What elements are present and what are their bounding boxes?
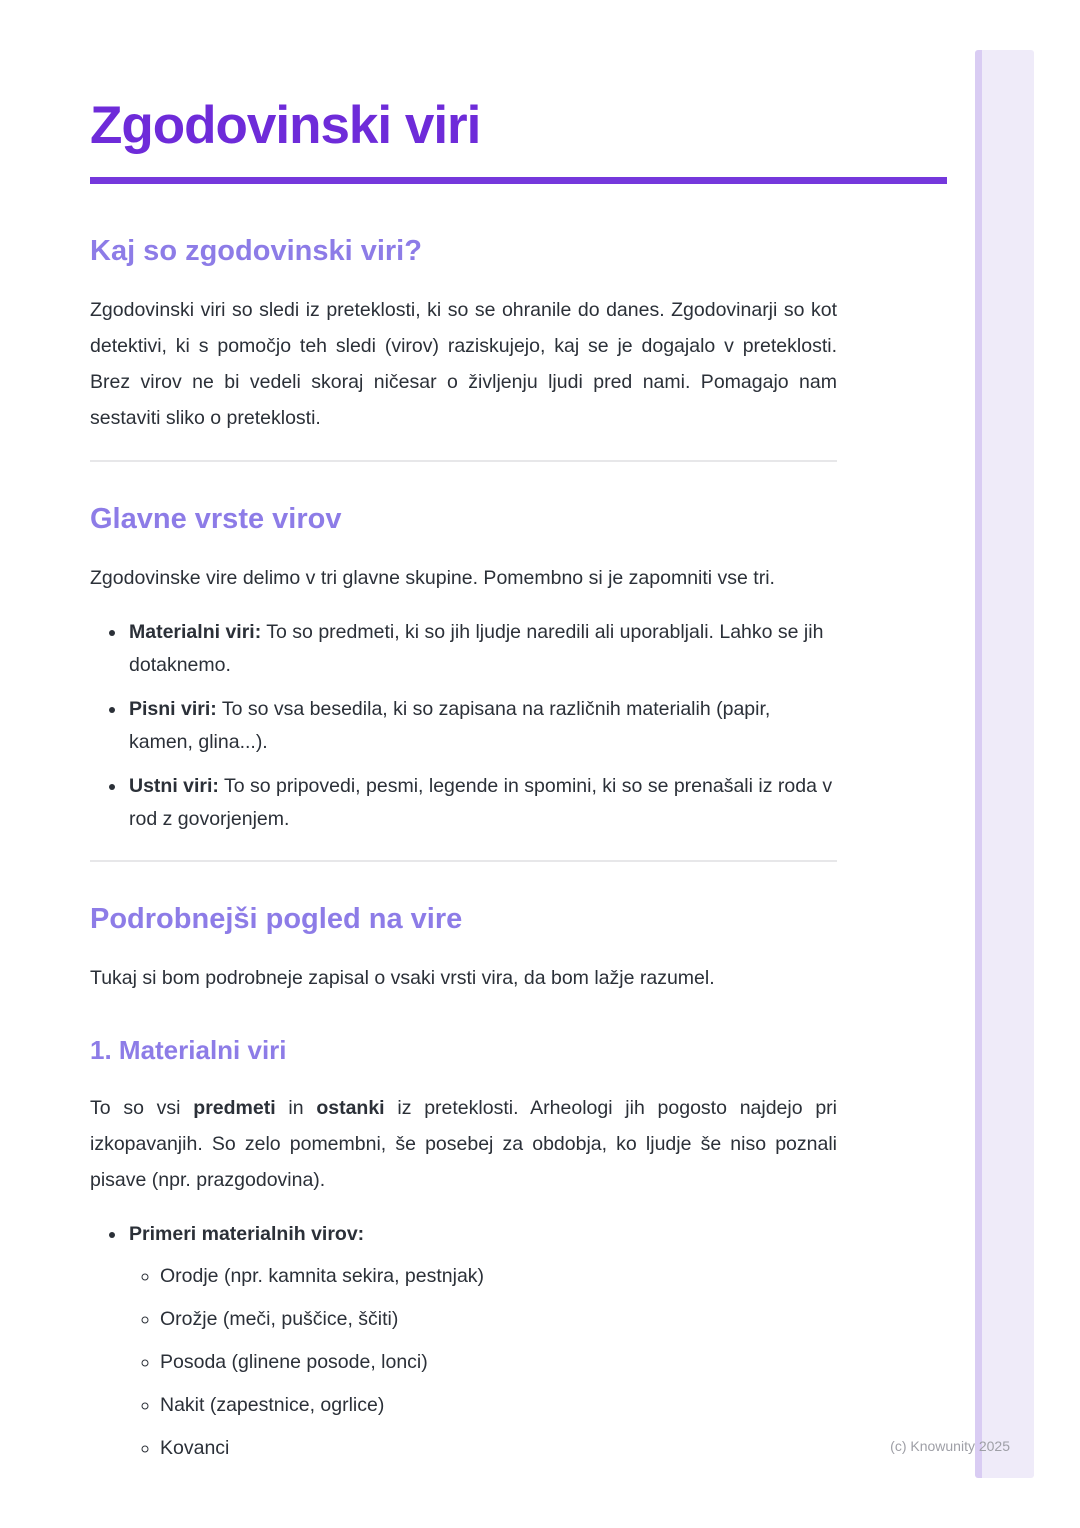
list-item-orodje: ◦ Orodje (npr. kamnita sekira, pestnjak) <box>160 1260 837 1293</box>
section-heading-types: Glavne vrste virov <box>90 503 342 535</box>
copyright-watermark: (c) Knowunity 2025 <box>890 1438 1010 1454</box>
page-title: Zgodovinski viri <box>90 96 481 155</box>
paragraph-bold-term: ostanki <box>316 1097 385 1119</box>
list-item-kovanci: ◦ Kovanci <box>160 1432 837 1465</box>
examples-sub-list <box>129 1260 837 1465</box>
section-heading-detail: Podrobnejši pogled na vire <box>90 903 463 935</box>
title-underline <box>90 177 947 184</box>
list-item-label: Pisni viri: <box>129 698 217 720</box>
list-item-ustni-viri <box>127 770 837 836</box>
examples-list <box>90 1218 837 1465</box>
list-item-posoda: ◦ Posoda (glinene posode, lonci) <box>160 1346 837 1379</box>
types-intro-paragraph: Zgodovinske vire delimo v tri glavne skupine. Pomembno si je zapomniti vse tri. <box>90 567 775 589</box>
materialni-viri-paragraph <box>90 1090 837 1198</box>
list-item-label: Ustni viri: <box>129 775 219 797</box>
list-item-label: Materialni viri: <box>129 621 262 643</box>
examples-label: Primeri materialnih virov: <box>129 1223 365 1245</box>
page-edge-accent-bar <box>975 50 1034 1478</box>
intro-paragraph: Zgodovinski viri so sledi iz preteklosti, ki so se ohranile do danes. Zgodovinarji so kot detektivi, ki s pomočjo teh sledi (virov) raziskujejo, kaj se je dogajalo v preteklosti. Brez virov ne bi vedeli skoraj ničesar o življenju ljudi pred nami. Pomagajo nam sestaviti sliko o preteklosti. <box>90 299 837 429</box>
paragraph-bold-term: predmeti <box>193 1097 276 1119</box>
subsection-heading-materialni-viri: 1. Materialni viri <box>90 1035 287 1065</box>
list-item-nakit: ◦ Nakit (zapestnice, ogrlice) <box>160 1389 837 1422</box>
section-heading-intro: Kaj so zgodovinski viri? <box>90 235 422 267</box>
list-item-materialni-viri <box>127 616 837 682</box>
section-divider <box>90 460 837 462</box>
list-item-text: To so predmeti, ki so jih ljudje naredili ali uporabljali. Lahko se jih dotaknemo. <box>129 621 824 676</box>
list-item-text: To so vsa besedila, ki so zapisana na različnih materialih (papir, kamen, glina...). <box>129 698 771 753</box>
paragraph-text: To so vsi <box>90 1097 181 1119</box>
list-item-orozje: ◦ Orožje (meči, puščice, ščiti) <box>160 1303 837 1336</box>
paragraph-text: iz preteklosti. Arheologi jih pogosto najdejo pri izkopavanjih. So zelo pomembni, še posebej za obdobja, ko ljudje še niso poznali pisave (npr. prazgodovina). <box>90 1097 837 1191</box>
section-divider <box>90 860 837 862</box>
document-content <box>90 0 837 1476</box>
list-item-examples-label <box>127 1218 837 1465</box>
list-item-text: To so pripovedi, pesmi, legende in spomini, ki so se prenašali iz roda v rod z govorjenjem. <box>129 775 833 830</box>
detail-intro-paragraph: Tukaj si bom podrobneje zapisal o vsaki vrsti vira, da bom lažje razumel. <box>90 967 715 989</box>
source-types-list <box>90 616 837 836</box>
paragraph-text: in <box>288 1097 304 1119</box>
list-item-pisni-viri <box>127 693 837 759</box>
